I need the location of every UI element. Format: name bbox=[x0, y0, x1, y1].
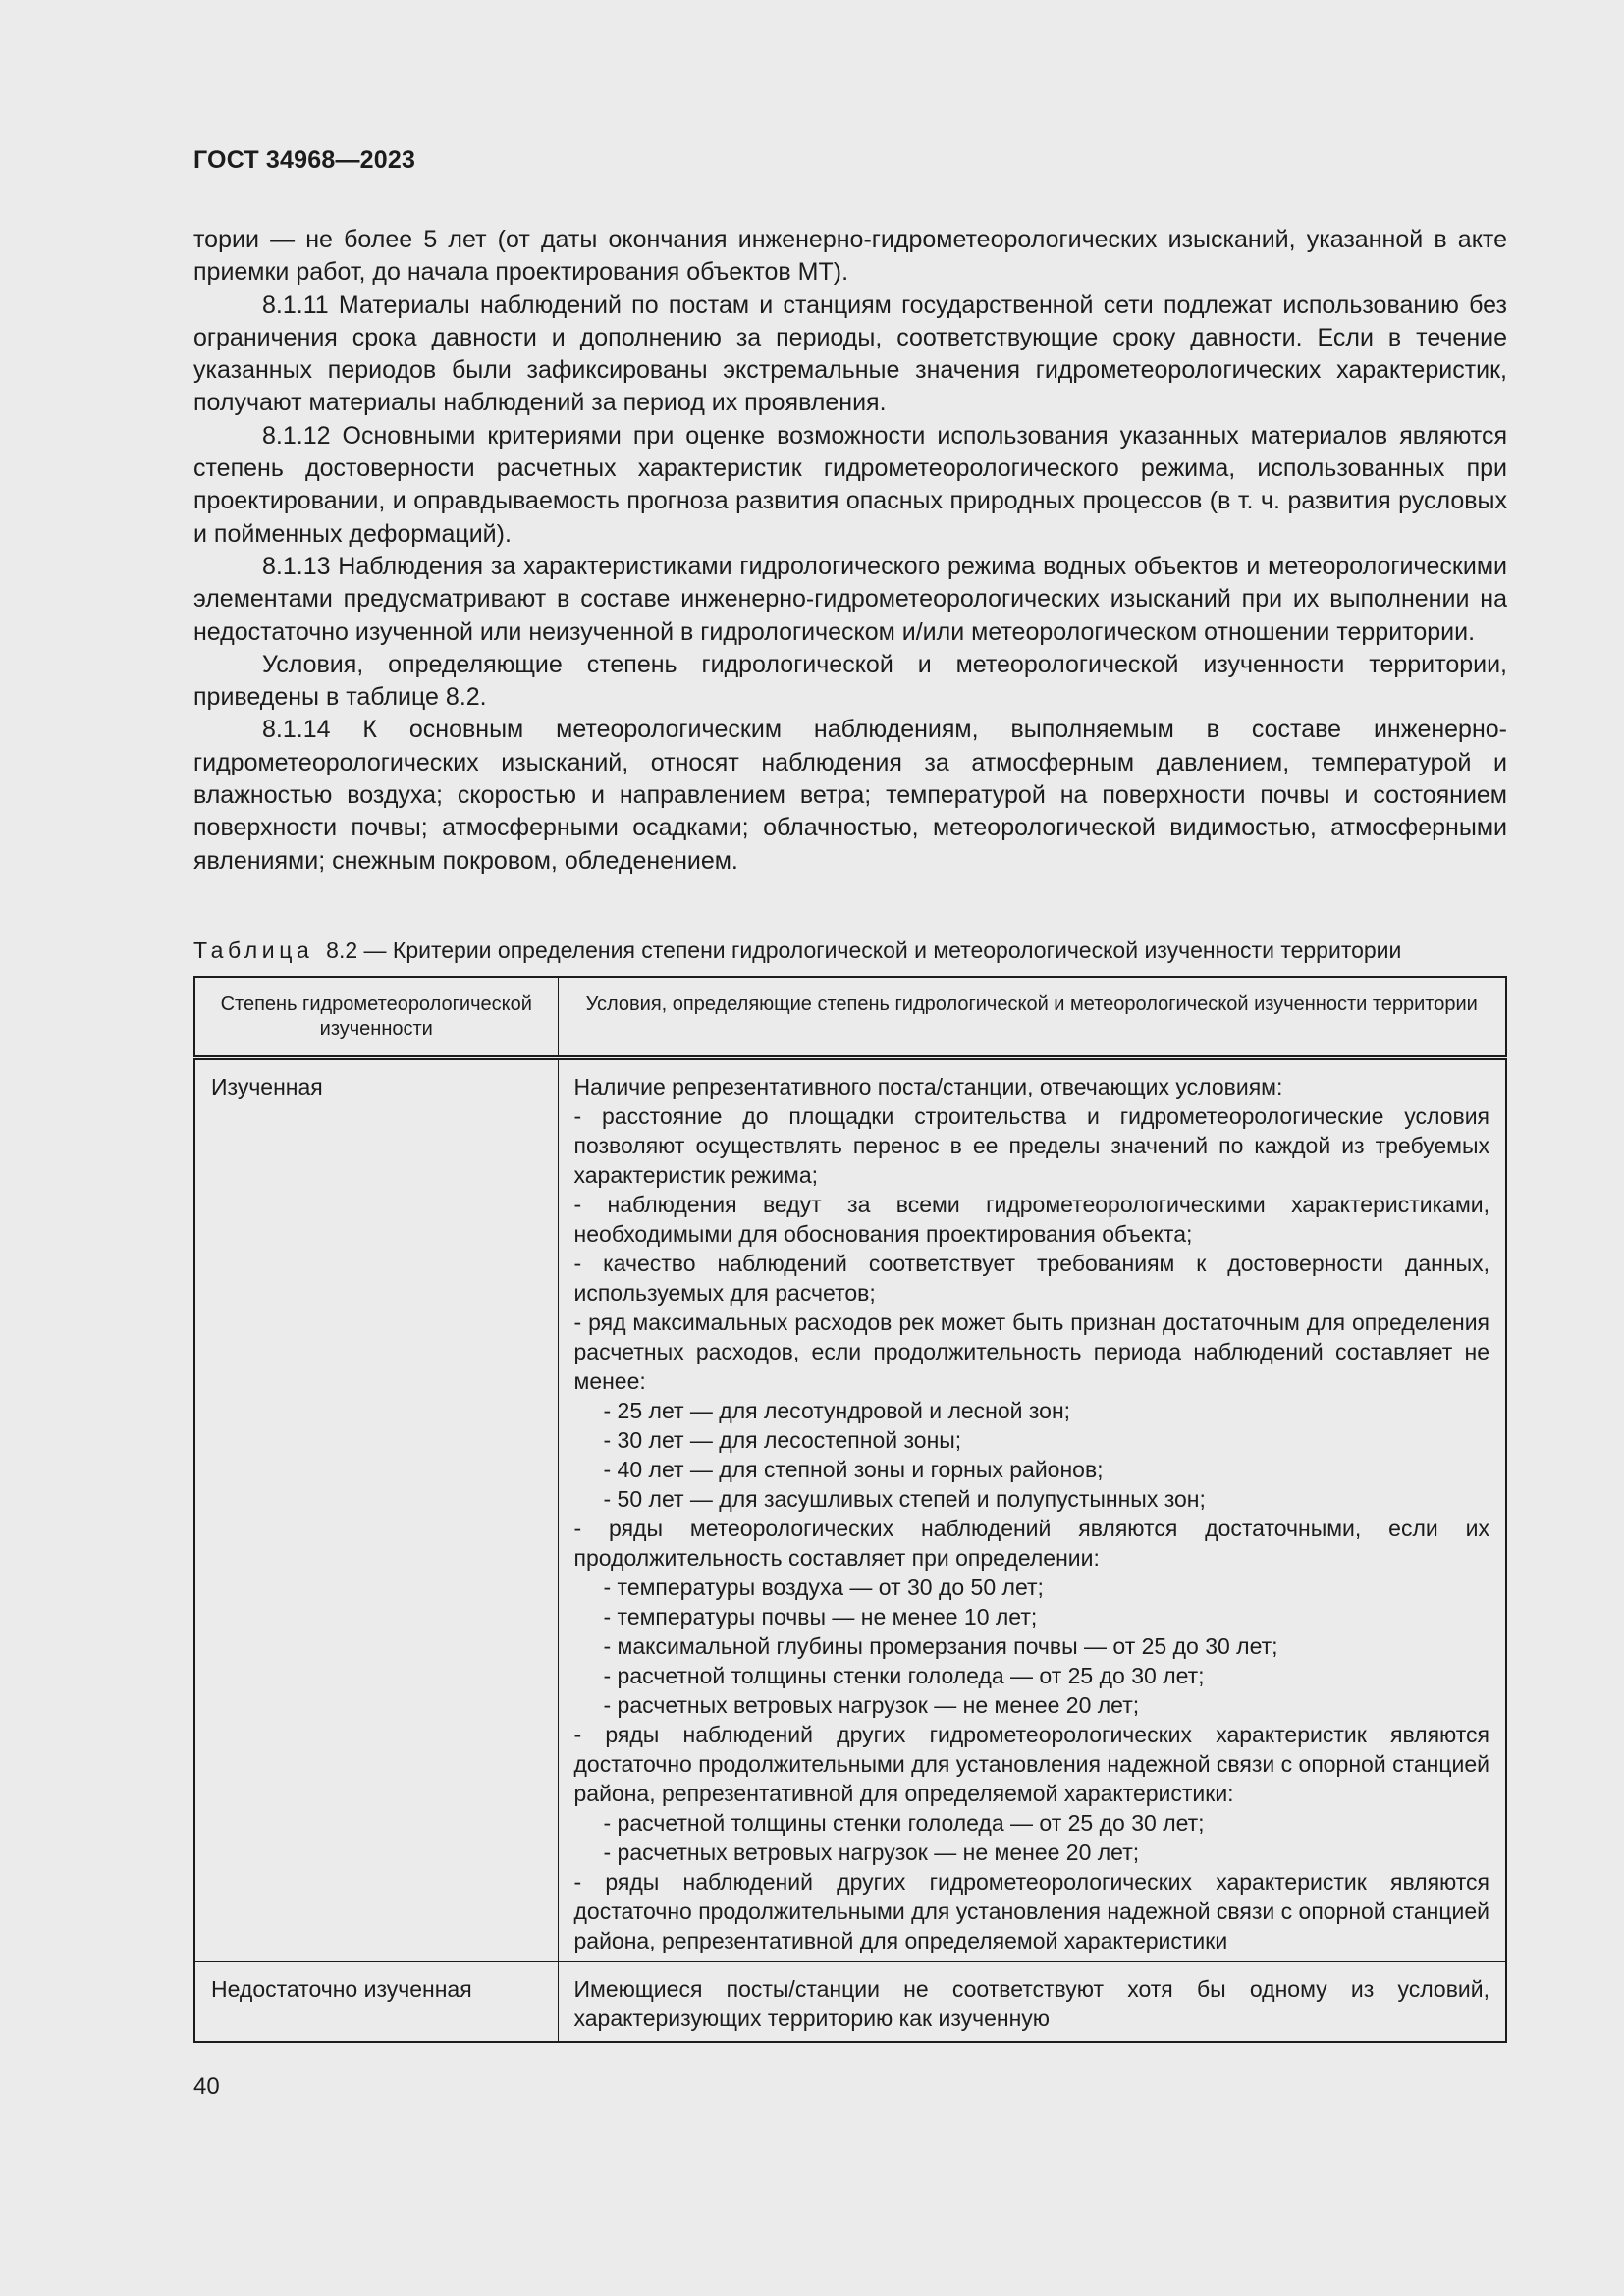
condition-subitem: - расчетной толщины стенки гололеда — от 25 до 30 лет; bbox=[603, 1663, 1205, 1688]
condition-item: Наличие репрезентативного поста/станции, отвечающих условиям: bbox=[573, 1074, 1283, 1099]
degree-cell: Изученная bbox=[194, 1058, 558, 1962]
conditions-cell bbox=[558, 1962, 1506, 2043]
condition-subitem: - расчетных ветровых нагрузок — не менее 20 лет; bbox=[603, 1840, 1140, 1865]
condition-item: - ряды наблюдений других гидрометеорологических характеристик являются достаточно продолжительными для установления надежной связи с опорной станцией района, репрезентативной для определяемой характеристики: bbox=[573, 1722, 1490, 1806]
body-text bbox=[193, 224, 1507, 878]
table-row bbox=[194, 1058, 1506, 1962]
paragraph: 8.1.14 К основным метеорологическим наблюдениям, выполняемым в составе инженерно-гидрометеорологических изысканий, относят наблюдения за атмосферным давлением, температурой и влажностью воздуха; скоростью и направлением ветра; температурой на поверхности почвы и состоянием поверхности почвы; атмосферными осадками; облачностью, метеорологической видимостью, атмосферными явлениями; снежным покровом, обледенением. bbox=[193, 716, 1507, 875]
criteria-table bbox=[193, 976, 1507, 2043]
column-header-conditions: Условия, определяющие степень гидрологической и метеорологической изученности территории bbox=[558, 977, 1506, 1058]
paragraph: тории — не более 5 лет (от даты окончания инженерно-гидрометеорологических изысканий, указанной в акте приемки работ, до начала проектирования объектов МТ). bbox=[193, 226, 1507, 287]
column-header-degree: Степень гидрометеорологической изученности bbox=[194, 977, 558, 1058]
condition-item: Имеющиеся посты/станции не соответствуют хотя бы одному из условий, характеризующих территорию как изученную bbox=[573, 1976, 1489, 2031]
paragraph: 8.1.11 Материалы наблюдений по постам и станциям государственной сети подлежат использованию без ограничения срока давности и дополнению за периоды, соответствующие сроку давности. Если в течение указанных периодов были зафиксированы экстремальные значения гидрометеорологических характеристик, получают материалы наблюдений за период их проявления. bbox=[193, 291, 1507, 417]
condition-item: - ряды метеорологических наблюдений являются достаточными, если их продолжительность составляет при определении: bbox=[573, 1516, 1489, 1571]
degree-cell: Недостаточно изученная bbox=[194, 1962, 558, 2043]
condition-subitem: - 50 лет — для засушливых степей и полупустынных зон; bbox=[603, 1486, 1206, 1512]
condition-item: - расстояние до площадки строительства и гидрометеорологические условия позволяют осуществлять перенос в ее пределы значений по каждой из требуемых характеристик режима; bbox=[573, 1103, 1489, 1188]
condition-item: - качество наблюдений соответствует требованиям к достоверности данных, используемых для расчетов; bbox=[573, 1251, 1489, 1306]
condition-subitem: - максимальной глубины промерзания почвы — от 25 до 30 лет; bbox=[603, 1633, 1278, 1659]
table-header-row bbox=[194, 977, 1506, 1058]
condition-subitem: - 30 лет — для лесостепной зоны; bbox=[603, 1427, 962, 1453]
table-caption-label: Таблица bbox=[193, 937, 314, 963]
condition-subitem: - расчетных ветровых нагрузок — не менее 20 лет; bbox=[603, 1692, 1140, 1718]
condition-subitem: - 25 лет — для лесотундровой и лесной зон; bbox=[603, 1398, 1071, 1423]
condition-subitem: - 40 лет — для степной зоны и горных районов; bbox=[603, 1457, 1104, 1482]
condition-subitem: - температуры воздуха — от 30 до 50 лет; bbox=[603, 1575, 1044, 1600]
paragraph: 8.1.12 Основными критериями при оценке возможности использования указанных материалов являются степень достоверности расчетных характеристик гидрометеорологического режима, использованных при проектировании, и оправдываемость прогноза развития опасных природных процессов (в т. ч. развития русловых и пойменных деформаций). bbox=[193, 421, 1507, 548]
condition-subitem: - температуры почвы — не менее 10 лет; bbox=[603, 1604, 1038, 1629]
condition-item: - ряды наблюдений других гидрометеорологических характеристик являются достаточно продолжительными для установления надежной связи с опорной станцией района, репрезентативной для определяемой характеристики bbox=[573, 1869, 1490, 1953]
condition-item: - ряд максимальных расходов рек может быть признан достаточным для определения расчетных расходов, если продолжительность периода наблюдений составляет не менее: bbox=[573, 1309, 1489, 1394]
conditions-cell bbox=[558, 1058, 1506, 1962]
table-caption bbox=[193, 935, 1507, 965]
document-header: ГОСТ 34968—2023 bbox=[193, 146, 416, 174]
table-row bbox=[194, 1962, 1506, 2043]
paragraph: 8.1.13 Наблюдения за характеристиками гидрологического режима водных объектов и метеорологическими элементами предусматривают в составе инженерно-гидрометеорологических изысканий при их выполнении на недостаточно изученной или неизученной в гидрологическом и/или метеорологическом отношении территории. bbox=[193, 552, 1507, 646]
table-caption-text: 8.2 — Критерии определения степени гидрологической и метеорологической изученности территории bbox=[326, 937, 1402, 963]
page-number: 40 bbox=[193, 2073, 220, 2100]
paragraph: Условия, определяющие степень гидрологической и метеорологической изученности территории, приведены в таблице 8.2. bbox=[193, 650, 1507, 712]
condition-subitem: - расчетной толщины стенки гололеда — от 25 до 30 лет; bbox=[603, 1810, 1205, 1836]
condition-item: - наблюдения ведут за всеми гидрометеорологическими характеристиками, необходимыми для обоснования проектирования объекта; bbox=[573, 1192, 1489, 1247]
